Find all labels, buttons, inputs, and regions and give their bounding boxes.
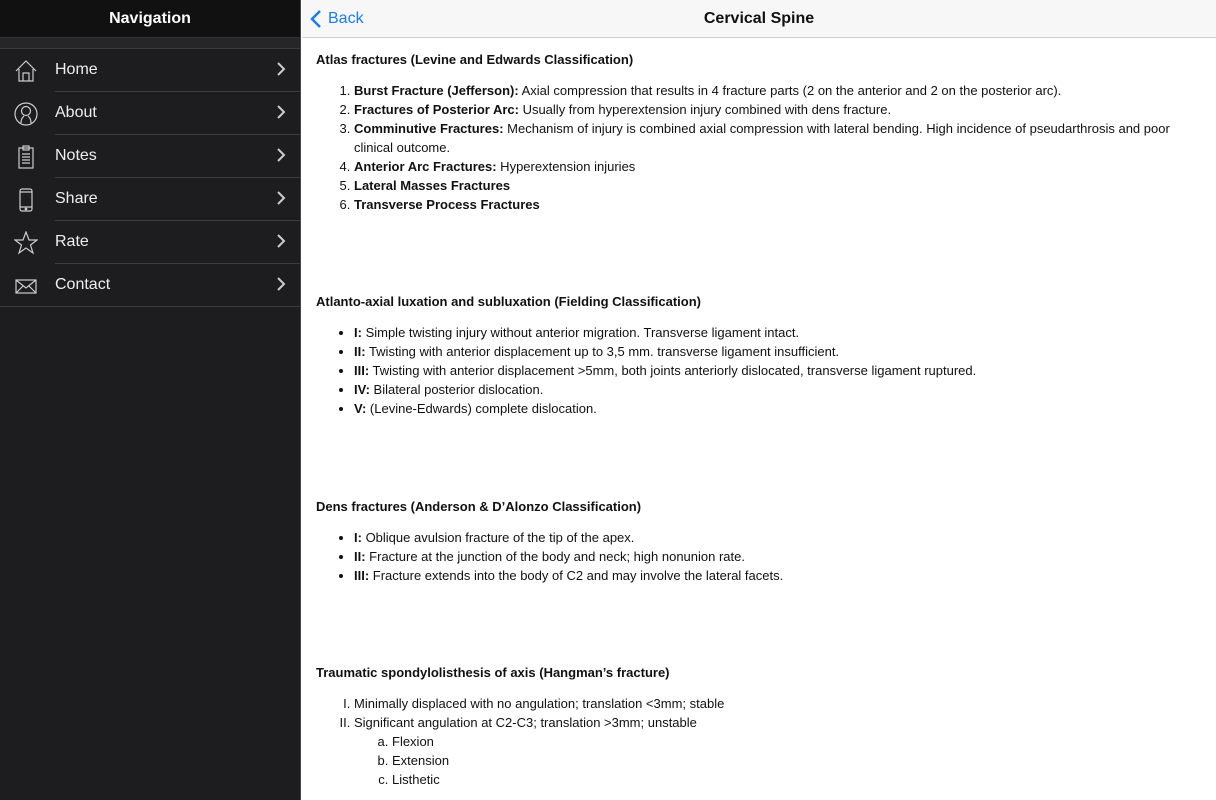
list-item: • II: Twisting with anterior displacement up to 3,5 mm. transverse ligament insufficient. xyxy=(354,342,1202,361)
chevron-right-icon xyxy=(276,60,286,78)
sidebar-spacer xyxy=(0,38,300,49)
list-item: 1. Burst Fracture (Jefferson): Axial compression that results in 4 fracture parts (2 on the anterior and 2 on the posterior arc). xyxy=(354,81,1202,100)
page-title: Cervical Spine xyxy=(703,10,815,27)
sub-list-item: b. Extension xyxy=(392,751,1202,770)
clipboard-icon xyxy=(14,145,38,169)
envelope-icon xyxy=(14,274,38,298)
list-item: 6. Transverse Process Fractures xyxy=(354,195,1202,214)
sub-list-item: c. Listhetic xyxy=(392,770,1202,789)
back-button[interactable] xyxy=(310,9,364,29)
section-atlas xyxy=(316,52,1202,214)
section-atlanto-axial xyxy=(316,294,1202,418)
chevron-right-icon xyxy=(276,232,286,250)
sidebar xyxy=(0,0,301,800)
list-item: 4. Anterior Arc Fractures: Hyperextension injuries xyxy=(354,157,1202,176)
list-item: • V: (Levine-Edwards) complete dislocation. xyxy=(354,399,1202,418)
list-item: 5. Lateral Masses Fractures xyxy=(354,176,1202,195)
section-heading: Traumatic spondylolisthesis of axis (Hangman’s fracture) xyxy=(316,665,670,680)
nav-bar xyxy=(302,0,1216,38)
person-icon xyxy=(14,102,38,126)
list-item: • IV: Bilateral posterior dislocation. xyxy=(354,380,1202,399)
list-item: II. Significant angulation at C2-C3; translation >3mm; unstable a. Flexion b. Extension c. Listhetic xyxy=(354,713,1202,789)
chevron-right-icon xyxy=(276,103,286,121)
sidebar-title: Navigation xyxy=(0,0,300,38)
nav-item-rate[interactable] xyxy=(0,221,300,264)
chevron-right-icon xyxy=(276,189,286,207)
list-item: • III: Twisting with anterior displacement >5mm, both joints anteriorly dislocated, transverse ligament ruptured. xyxy=(354,361,1202,380)
section-heading: Atlas fractures (Levine and Edwards Classification) xyxy=(316,52,634,67)
content-pane xyxy=(302,0,1216,800)
star-icon xyxy=(14,231,38,255)
list-item: 3. Comminutive Fractures: Mechanism of injury is combined axial compression with lateral bending. High incidence of pseudarthrosis and poor clinical outcome. xyxy=(354,119,1202,157)
list-item: • II: Fracture at the junction of the body and neck; high nonunion rate. xyxy=(354,547,1202,566)
list-item: • I: Oblique avulsion fracture of the tip of the apex. xyxy=(354,528,1202,547)
nav-label: Share xyxy=(55,190,98,207)
nav-label: Contact xyxy=(55,276,111,293)
nav-label: Notes xyxy=(55,147,97,164)
list-item: • I: Simple twisting injury without anterior migration. Transverse ligament intact. xyxy=(354,323,1202,342)
section-dens xyxy=(316,499,1202,585)
chevron-left-icon xyxy=(310,9,322,29)
section-hangman xyxy=(316,665,1202,789)
nav-item-notes[interactable] xyxy=(0,135,300,178)
section-heading: Atlanto-axial luxation and subluxation (Fielding Classification) xyxy=(316,294,701,309)
back-label: Back xyxy=(328,10,364,27)
nav-list xyxy=(0,49,300,307)
section-heading: Dens fractures (Anderson & D’Alonzo Classification) xyxy=(316,499,642,514)
nav-item-about[interactable] xyxy=(0,92,300,135)
list-item: I. Minimally displaced with no angulation; translation <3mm; stable xyxy=(354,694,1202,713)
phone-icon xyxy=(14,188,38,212)
nav-label: Rate xyxy=(55,233,89,250)
chevron-right-icon xyxy=(276,146,286,164)
nav-item-contact[interactable] xyxy=(0,264,300,307)
list-item: 2. Fractures of Posterior Arc: Usually from hyperextension injury combined with dens fracture. xyxy=(354,100,1202,119)
home-icon xyxy=(14,59,38,83)
nav-item-share[interactable] xyxy=(0,178,300,221)
nav-item-home[interactable] xyxy=(0,49,300,92)
chevron-right-icon xyxy=(276,275,286,293)
list-item: • III: Fracture extends into the body of C2 and may involve the lateral facets. xyxy=(354,566,1202,585)
nav-label: Home xyxy=(55,61,98,78)
sub-list-item: a. Flexion xyxy=(392,732,1202,751)
nav-label: About xyxy=(55,104,97,121)
